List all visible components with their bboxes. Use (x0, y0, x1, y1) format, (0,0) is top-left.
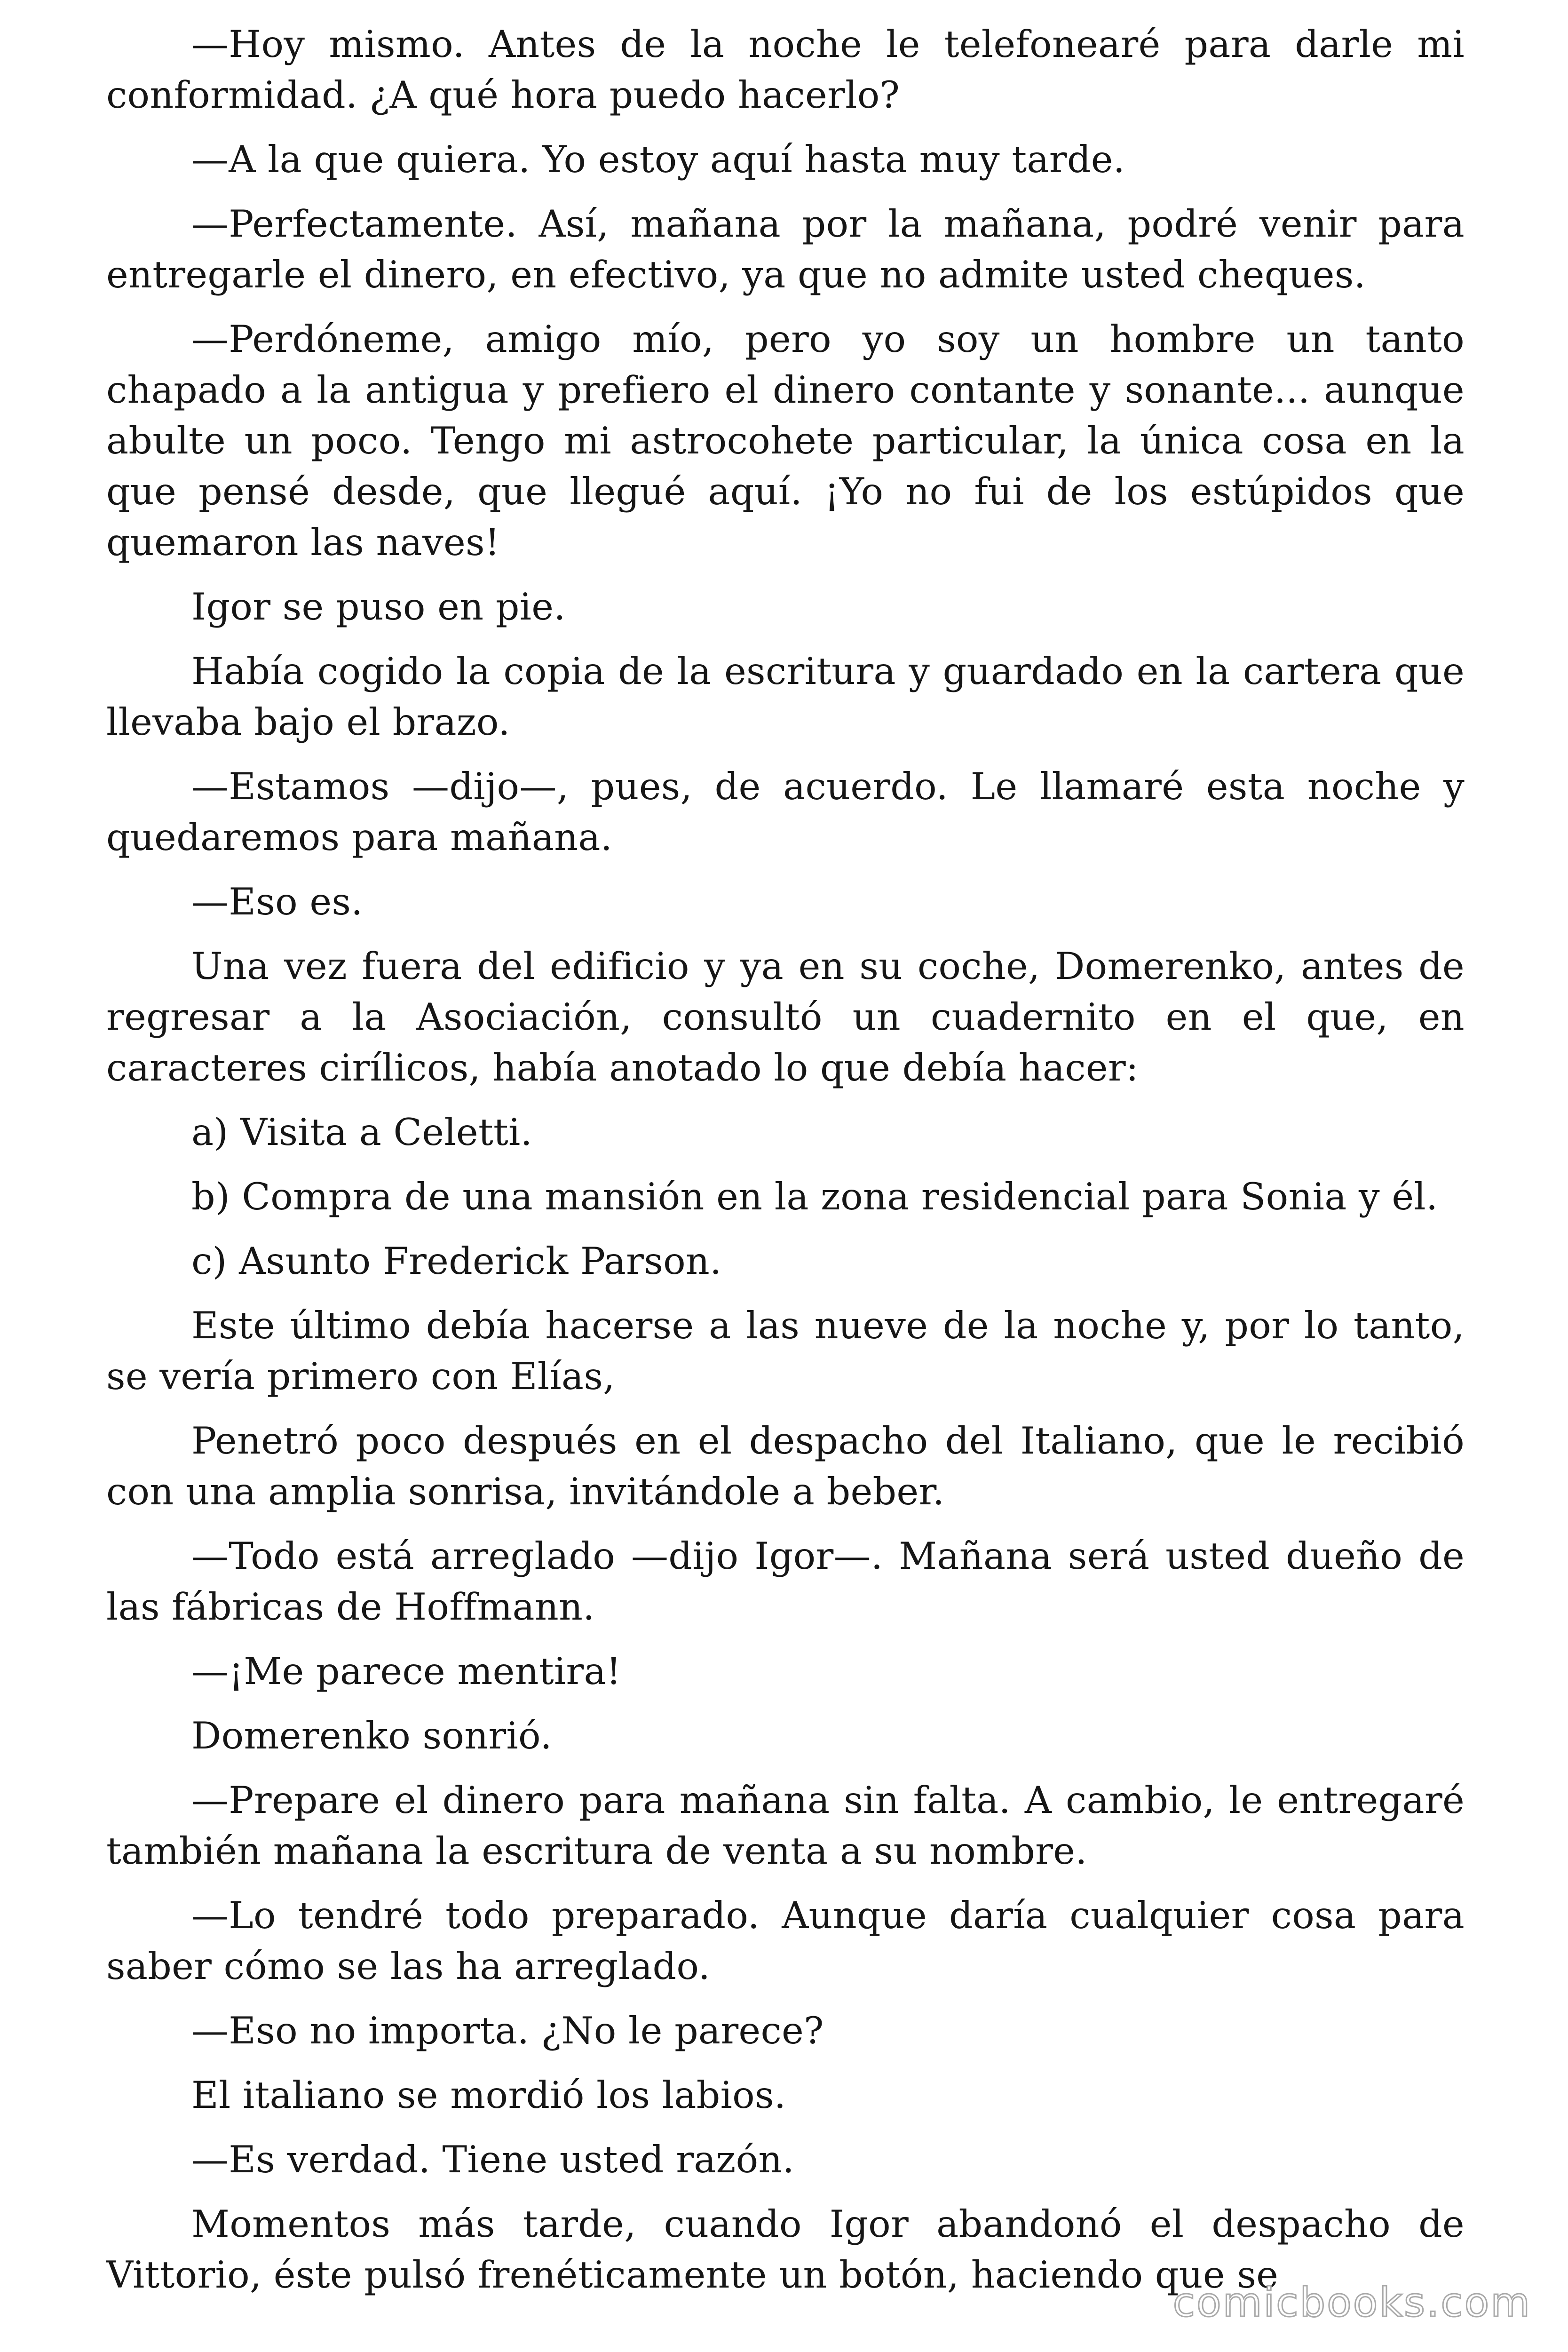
paragraph: —¡Me parece mentira! (191, 1650, 621, 1693)
paragraph: Domerenko sonrió. (191, 1714, 552, 1757)
paragraph: —Todo está arreglado —dijo Igor—. Mañana será usted dueño de las fábricas de Hoffmann. (106, 1534, 1465, 1629)
paragraph: Penetró poco después en el despacho del Italiano, que le recibió con una amplia sonrisa, invitándole a beber. (106, 1419, 1465, 1513)
paragraph: —Perdóneme, amigo mío, pero yo soy un hombre un tanto chapado a la antigua y prefiero el dinero contante y sonante... aunque abulte un poco. Tengo mi astrocohete particular, la única cosa en la que pensé desde, que llegué aquí. ¡Yo no fui de los estúpidos que quemaron las naves! (106, 318, 1465, 564)
paragraph: —Estamos —dijo—, pues, de acuerdo. Le llamaré esta noche y quedaremos para mañana. (106, 765, 1465, 859)
paragraph: Igor se puso en pie. (191, 585, 566, 628)
paragraph: —Prepare el dinero para mañana sin falta. A cambio, le entregaré también mañana la escritura de venta a su nombre. (106, 1779, 1465, 1873)
paragraph: —Es verdad. Tiene usted razón. (191, 2138, 795, 2181)
paragraph: —Eso es. (191, 880, 363, 923)
paragraph: —A la que quiera. Yo estoy aquí hasta muy tarde. (191, 138, 1125, 181)
list-item: b) Compra de una mansión en la zona residencial para Sonia y él. (191, 1175, 1438, 1218)
watermark-logo: comicbooks.com (1172, 2279, 1531, 2326)
paragraph: Una vez fuera del edificio y ya en su coche, Domerenko, antes de regresar a la Asociación, consultó un cuadernito en el que, en caracteres cirílicos, había anotado lo que debía hacer: (106, 945, 1465, 1089)
paragraph: —Eso no importa. ¿No le parece? (191, 2009, 824, 2052)
book-page-text (106, 19, 1465, 2300)
list-item: c) Asunto Frederick Parson. (191, 1240, 722, 1283)
paragraph: —Lo tendré todo preparado. Aunque daría cualquier cosa para saber cómo se las ha arreglado. (106, 1894, 1465, 1988)
paragraph: —Perfectamente. Así, mañana por la mañana, podré venir para entregarle el dinero, en efectivo, ya que no admite usted cheques. (106, 202, 1465, 296)
paragraph: Este último debía hacerse a las nueve de la noche y, por lo tanto, se vería primero con Elías, (106, 1304, 1465, 1398)
paragraph: Había cogido la copia de la escritura y guardado en la cartera que llevaba bajo el brazo. (106, 650, 1465, 744)
paragraph: —Hoy mismo. Antes de la noche le telefonearé para darle mi conformidad. ¿A qué hora puedo hacerlo? (106, 23, 1465, 117)
paragraph: El italiano se mordió los labios. (191, 2074, 786, 2117)
paragraph: Momentos más tarde, cuando Igor abandonó el despacho de Vittorio, éste pulsó frenéticamente un botón, haciendo que se (106, 2202, 1465, 2296)
list-item: a) Visita a Celetti. (191, 1111, 533, 1154)
